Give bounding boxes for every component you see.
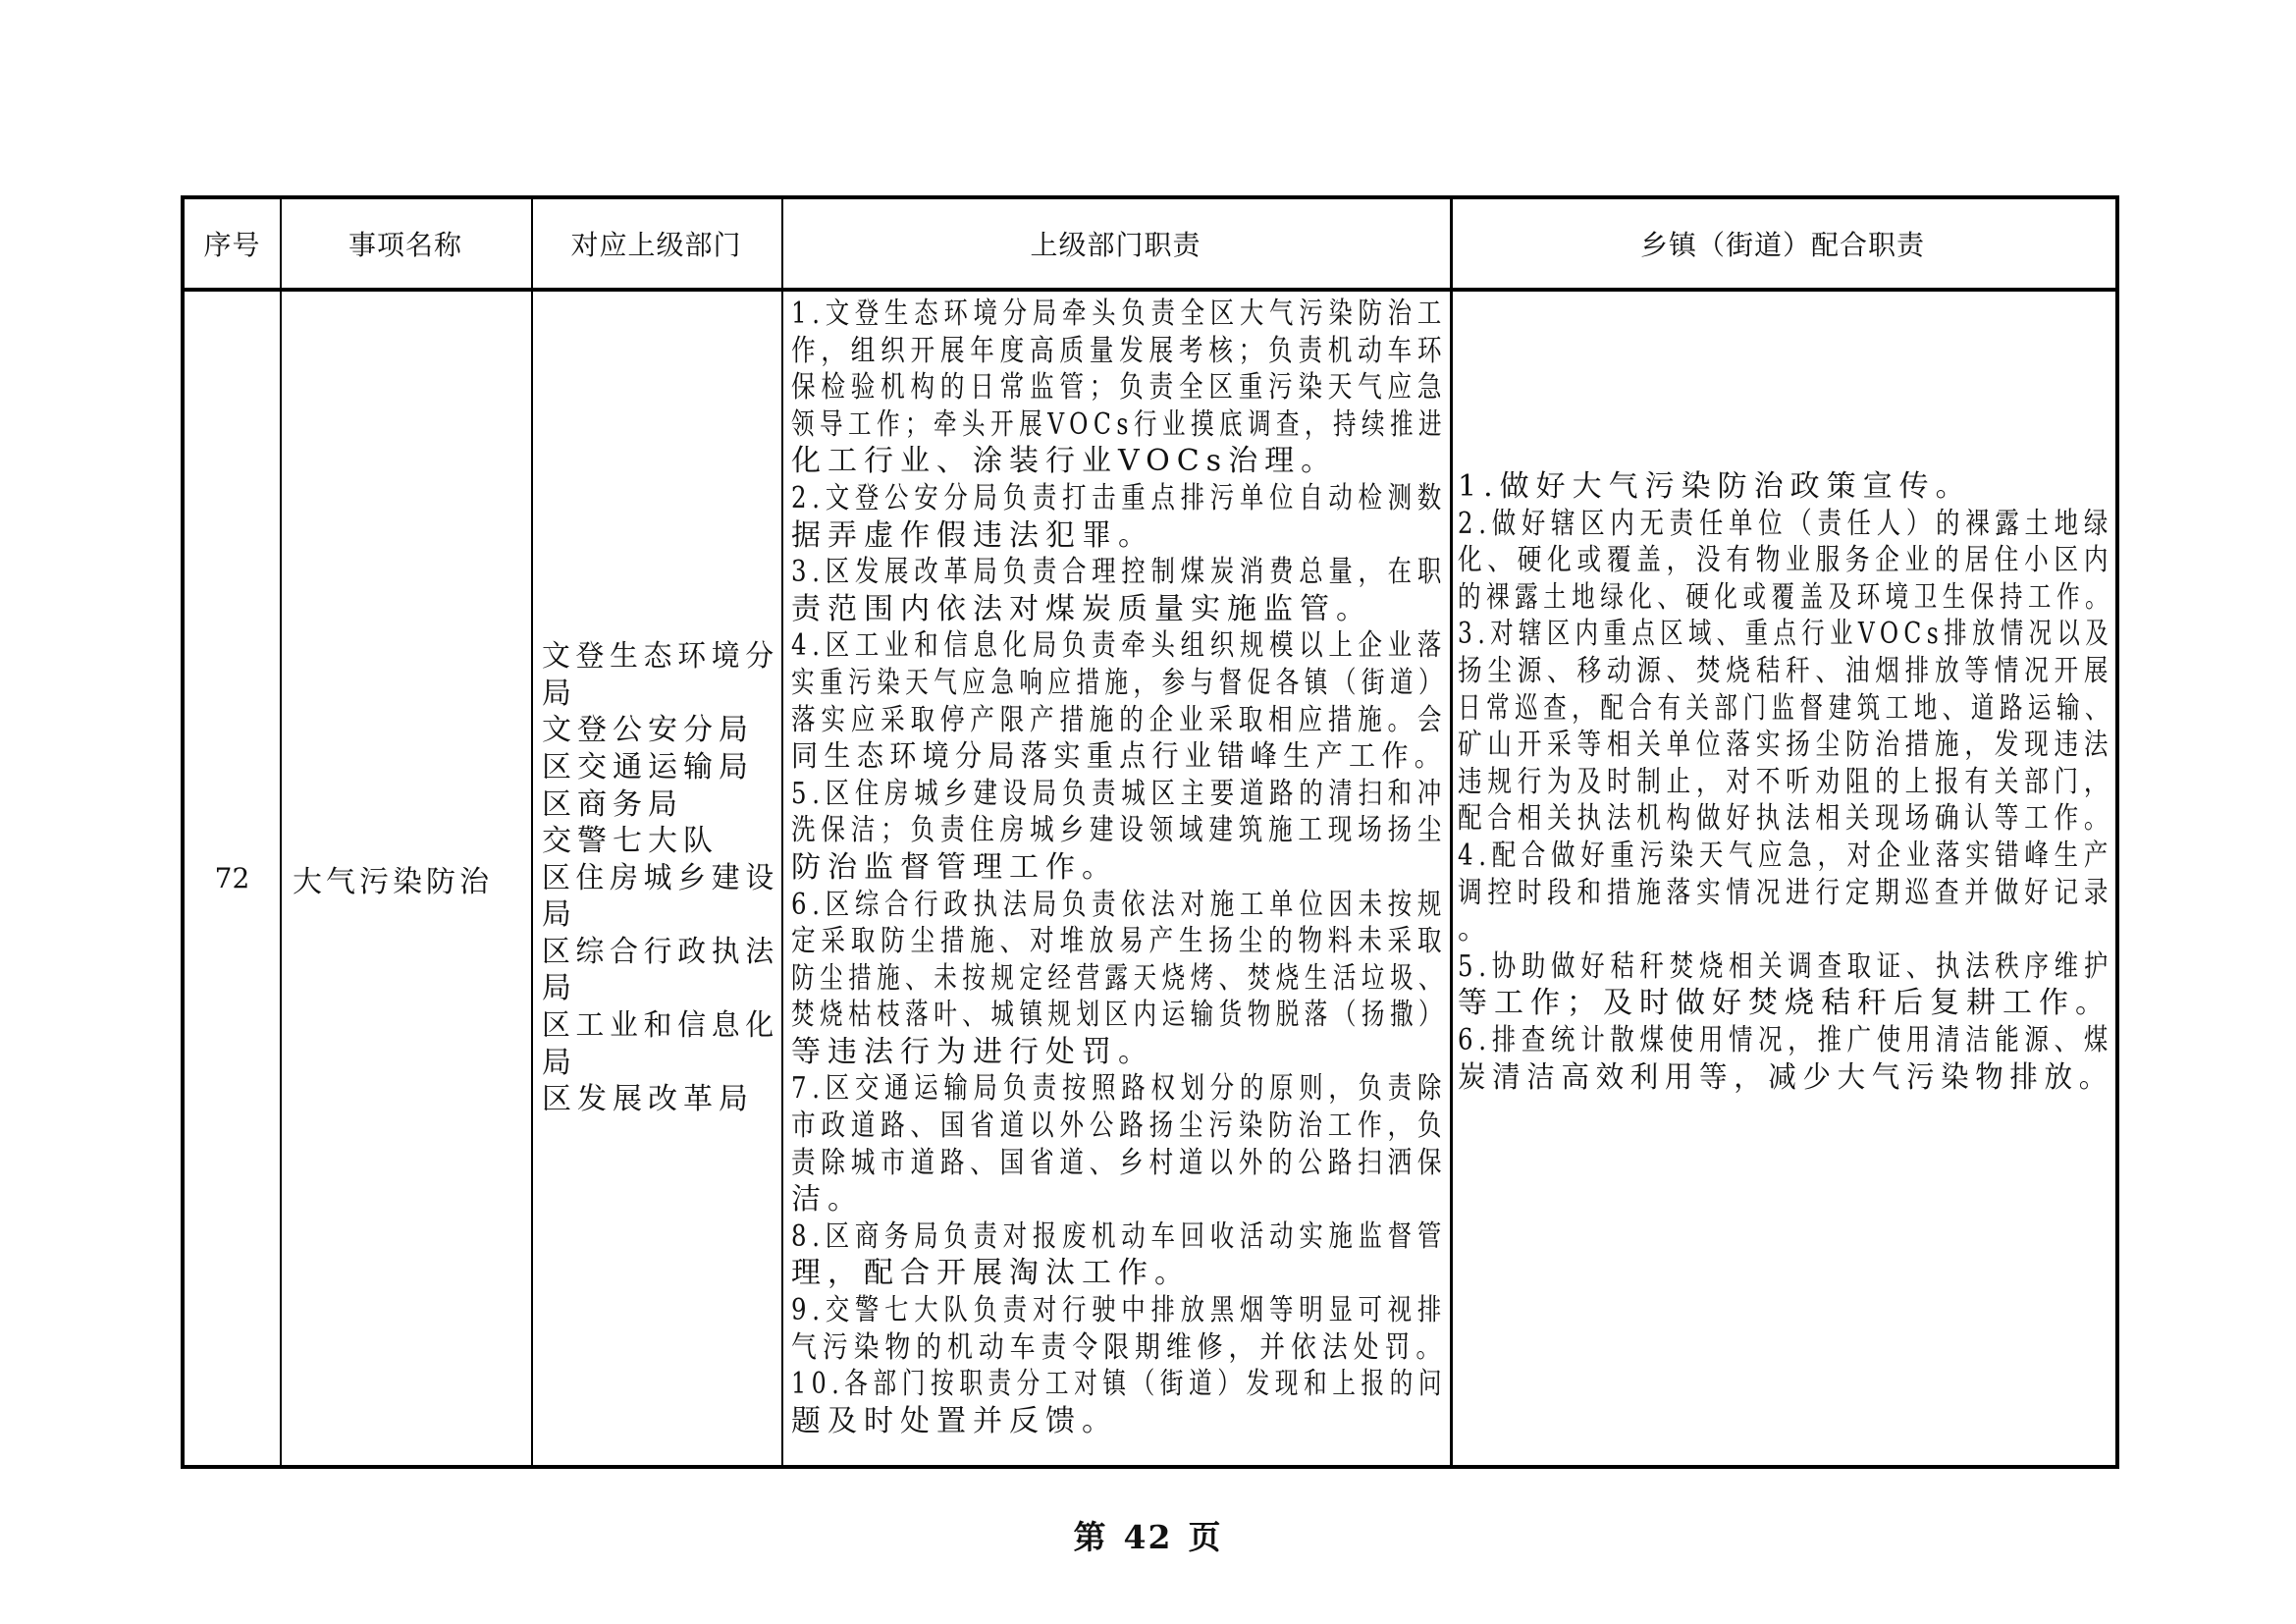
text-line: 保检验机构的日常监管；负责全区重污染天气应急 [791, 370, 1448, 406]
text-line: 市政道路、国省道以外公路扬尘污染防治工作，负 [791, 1109, 1448, 1144]
text-line: 的裸露土地绿化、硬化或覆盖及环境卫生保持工作。 [1458, 579, 2114, 615]
text-line: 2.做好辖区内无责任单位（责任人）的裸露土地绿 [1458, 506, 2113, 541]
upper-duties-cell [791, 296, 1447, 1439]
text-line: 区发展改革局 [542, 1082, 754, 1117]
text-line: 10.各部门按职责分工对镇（街道）发现和上报的问 [791, 1367, 1448, 1402]
text-line: 责范围内依法对煤炭质量实施监管。 [791, 591, 1372, 626]
text-line: 配合相关执法机构做好执法相关现场确认等工作。 [1458, 801, 2114, 837]
text-line: 1.文登生态环境分局牵头负责全区大气污染防治工 [791, 297, 1447, 331]
text-line: 焚烧枯枝落叶、城镇规划区内运输货物脱落（扬撒） [791, 998, 1448, 1033]
text-line: 等工作；及时做好焚烧秸秆后复耕工作。 [1458, 986, 2111, 1021]
text-line: 矿山开采等相关单位落实扬尘防治措施，发现违法 [1458, 728, 2114, 763]
text-line: 交警七大队 [542, 824, 719, 859]
text-line: 7.区交通运输局负责按照路权划分的原则，负责除 [791, 1071, 1447, 1107]
text-line: 9.交警七大队负责对行驶中排放黑烟等明显可视排 [791, 1293, 1447, 1328]
text-line: 领导工作；牵头开展VOCs行业摸底调查，持续推进 [791, 406, 1448, 442]
header-upper-duties: 上级部门职责 [1030, 229, 1201, 261]
text-line: 作，组织开展年度高质量发展考核；负责机动车环 [791, 333, 1448, 368]
text-line: 区商务局 [542, 786, 683, 822]
text-line: 气污染物的机动车责令限期维修，并依法处罚。 [791, 1329, 1448, 1365]
text-line: 文登生态环境分 [542, 639, 779, 675]
text-line: 。 [1458, 912, 1494, 947]
text-line: 3.区发展改革局负责合理控制煤炭消费总量，在职 [791, 555, 1447, 590]
text-line: 2.文登公安分局负责打击重点排污单位自动检测数 [791, 480, 1447, 515]
text-line: 化工行业、涂装行业VOCs治理。 [791, 444, 1338, 479]
text-line: 局 [542, 676, 577, 711]
text-line: 局 [542, 1045, 577, 1080]
upper-duties-text [791, 296, 1447, 1439]
text-line: 扬尘源、移动源、焚烧秸秆、油烟排放等情况开展 [1458, 653, 2114, 688]
column-divider [531, 199, 533, 1465]
text-line: 据弄虚作假违法犯罪。 [791, 517, 1154, 553]
text-line: 6.区综合行政执法局负责依法对施工单位因未按规 [791, 887, 1447, 922]
text-line: 定采取防尘措施、对堆放易产生扬尘的物料未采取 [791, 924, 1448, 959]
text-line: 3.对辖区内重点区域、重点行业VOCs排放情况以及 [1458, 617, 2114, 652]
text-line: 落实应采取停产限产措施的企业采取相应措施。会 [791, 702, 1448, 737]
text-line: 化、硬化或覆盖，没有物业服务企业的居住小区内 [1458, 543, 2114, 578]
text-line: 区综合行政执法 [542, 934, 779, 969]
text-line: 同生态环境分局落实重点行业错峰生产工作。 [791, 739, 1448, 775]
text-line: 洗保洁；负责住房城乡建设领域建筑施工现场扬尘 [791, 813, 1448, 848]
text-line: 5.区住房城乡建设局负责城区主要道路的清扫和冲 [791, 776, 1447, 811]
township-duties-text [1458, 468, 2113, 1096]
text-line: 理，配合开展淘汰工作。 [791, 1256, 1191, 1291]
header-township-duties: 乡镇（街道）配合职责 [1639, 229, 1925, 261]
departments-cell [542, 292, 779, 1465]
text-line: 违规行为及时制止，对不听劝阻的上报有关部门， [1458, 764, 2114, 799]
text-line: 防尘措施、未按规定经营露天烧烤、焚烧生活垃圾、 [791, 960, 1448, 996]
column-divider [280, 199, 282, 1465]
text-line: 题及时处置并反馈。 [791, 1403, 1118, 1438]
text-line: 5.协助做好秸秆焚烧相关调查取证、执法秩序维护 [1458, 948, 2113, 984]
responsibility-table [181, 195, 2119, 1469]
header-item-name: 事项名称 [347, 229, 462, 261]
text-line: 1.做好大气污染防治政策宣传。 [1458, 469, 1972, 504]
departments-list [542, 638, 789, 1118]
header-departments: 对应上级部门 [570, 229, 742, 261]
row-item-name: 大气污染防治 [293, 864, 493, 899]
text-line: 文登公安分局 [542, 713, 754, 748]
text-line: 日常巡查，配合有关部门监督建筑工地、道路运输、 [1458, 690, 2114, 726]
page-number-footer [0, 1512, 2296, 1558]
row-index: 72 [214, 862, 250, 894]
page-suffix: 页 [1188, 1518, 1223, 1556]
text-line: 洁。 [791, 1182, 864, 1218]
page-prefix: 第 [1073, 1518, 1108, 1556]
header-index: 序号 [203, 229, 261, 261]
page-number: 42 [1123, 1518, 1173, 1556]
text-line: 8.区商务局负责对报废机动车回收活动实施监督管 [791, 1218, 1447, 1254]
text-line: 6.排查统计散煤使用情况，推广使用清洁能源、煤 [1458, 1022, 2113, 1057]
township-duties-cell [1458, 468, 2113, 1096]
text-line: 区交通运输局 [542, 749, 754, 785]
text-line: 等违法行为进行处罚。 [791, 1034, 1154, 1069]
text-line: 防治监督管理工作。 [791, 849, 1118, 885]
text-line: 局 [542, 897, 577, 933]
text-line: 炭清洁高效利用等，减少大气污染物排放。 [1458, 1059, 2113, 1095]
text-line: 责除城市道路、国省道、乡村道以外的公路扫洒保 [791, 1145, 1448, 1180]
text-line: 局 [542, 971, 577, 1006]
text-line: 区住房城乡建设 [542, 860, 779, 895]
text-line: 实重污染天气应急响应措施，参与督促各镇（街道） [791, 665, 1448, 700]
column-divider [1450, 199, 1453, 1465]
text-line: 调控时段和措施落实情况进行定期巡查并做好记录 [1458, 875, 2114, 910]
text-line: 4.配合做好重污染天气应急，对企业落实错峰生产 [1458, 838, 2113, 873]
text-line: 4.区工业和信息化局负责牵头组织规模以上企业落 [791, 628, 1447, 664]
text-line: 区工业和信息化 [542, 1008, 779, 1044]
